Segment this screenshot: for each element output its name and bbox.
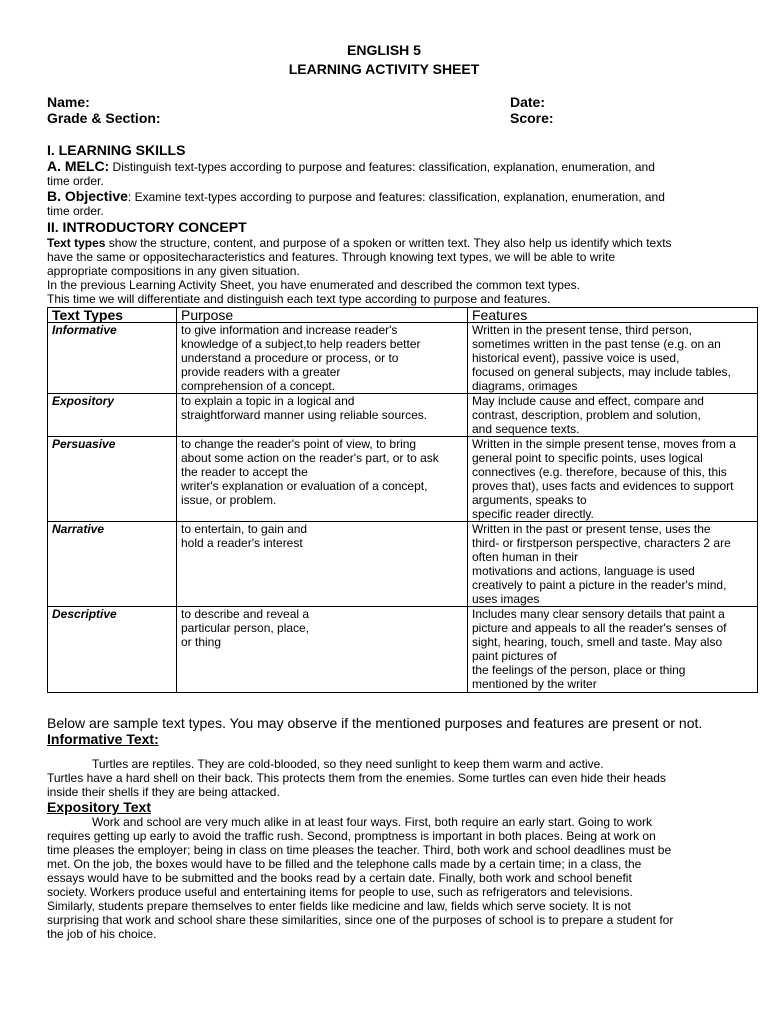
features-line: and sequence texts. — [472, 422, 580, 436]
purpose-line: to explain a topic in a logical and — [181, 394, 355, 408]
subject-title: ENGLISH 5 — [347, 42, 421, 58]
features-line: creatively to paint a picture in the reader's mind, — [472, 578, 727, 592]
purpose-cell — [177, 522, 468, 607]
intro-paragraph — [47, 236, 727, 306]
purpose-line: straightforward manner using reliable sources. — [181, 408, 428, 422]
melc-label: A. MELC: — [47, 158, 110, 174]
expository-line: time pleases the employer; being in class on time pleases the teacher. Third, both work and school deadlines must be — [47, 843, 672, 857]
purpose-line: particular person, place, — [181, 621, 310, 635]
table-row — [48, 394, 758, 437]
name-label: Name: — [47, 94, 90, 110]
features-line: picture and appeals to all the reader's senses of — [472, 621, 727, 635]
features-line: paint pictures of — [472, 649, 557, 663]
features-line: specific reader directly. — [472, 507, 594, 521]
table-header-row — [48, 308, 758, 323]
table-row — [48, 323, 758, 394]
expository-sample — [47, 815, 737, 941]
purpose-cell — [177, 323, 468, 394]
text-type-cell: Narrative — [48, 522, 177, 607]
features-line: sight, hearing, touch, smell and taste. May also — [472, 635, 723, 649]
features-line: contrast, description, problem and solution, — [472, 408, 701, 422]
table-row — [48, 437, 758, 522]
table-row — [48, 522, 758, 607]
intro-line-5: This time we will differentiate and distinguish each text type according to purpose and features. — [47, 292, 551, 306]
purpose-line: understand a procedure or process, or to — [181, 351, 399, 365]
features-line: Written in the simple present tense, moves from a — [472, 437, 736, 451]
features-line: often human in their — [472, 550, 579, 564]
expository-line: society. Workers produce useful and entertaining items for people to use, such as refrigerators and televisions. — [47, 885, 633, 899]
objective-text-line-1: : Examine text-types according to purpose and features: classification, explanation, enumeration, and — [127, 190, 665, 204]
melc-paragraph — [47, 159, 727, 188]
purpose-cell — [177, 394, 468, 437]
learning-skills-heading: I. LEARNING SKILLS — [47, 142, 186, 158]
objective-label: B. Objective — [47, 188, 128, 204]
purpose-line: about some action on the reader's part, or to ask — [181, 451, 439, 465]
purpose-line: to entertain, to gain and — [181, 522, 308, 536]
expository-line: requires getting up early to avoid the traffic rush. Second, promptness is important in both places. Being at work on — [47, 829, 656, 843]
grade-section-label: Grade & Section: — [47, 110, 161, 126]
informative-sample — [47, 757, 727, 799]
informative-line-3: inside their shells if they are being attacked. — [47, 785, 280, 799]
date-label: Date: — [510, 94, 546, 110]
features-line: connectives (e.g. therefore, because of this, this — [472, 465, 727, 479]
melc-text-line-1: Distinguish text-types according to purpose and features: classification, explanation, enumeration, and — [109, 160, 655, 174]
expository-line: surprising that work and school share these similarities, since one of the purposes of school is to prepare a student for — [47, 913, 674, 927]
features-line: the feelings of the person, place or thing — [472, 663, 686, 677]
features-line: general point to specific points, uses logical — [472, 451, 703, 465]
features-cell — [468, 522, 758, 607]
features-line: Includes many clear sensory details that paint a — [472, 607, 725, 621]
table-row — [48, 607, 758, 693]
expository-line: essays would have to be submitted and the books read by a certain date. Finally, both work and school benefit — [47, 871, 632, 885]
features-line: proves that), uses facts and evidences to support — [472, 479, 734, 493]
expository-line: the job of his choice. — [47, 927, 157, 941]
features-line: Written in the present tense, third person, — [472, 323, 692, 337]
features-line: mentioned by the writer — [472, 677, 597, 691]
features-line: motivations and actions, language is used — [472, 564, 695, 578]
header-text-types: Text Types — [48, 308, 177, 323]
features-line: arguments, speaks to — [472, 493, 587, 507]
purpose-line: issue, or problem. — [181, 493, 277, 507]
purpose-line: to give information and increase reader's — [181, 323, 398, 337]
objective-text-line-2: time order. — [47, 204, 104, 218]
purpose-line: to change the reader's point of view, to bring — [181, 437, 417, 451]
purpose-line: hold a reader's interest — [181, 536, 303, 550]
features-cell — [468, 607, 758, 693]
text-types-table — [47, 307, 758, 693]
purpose-line: provide readers with a greater — [181, 365, 341, 379]
purpose-cell — [177, 607, 468, 693]
informative-line-2: Turtles have a hard shell on their back. This protects them from the enemies. Some turtles can even hide their heads — [47, 771, 666, 785]
melc-text-line-2: time order. — [47, 174, 104, 188]
header-features: Features — [468, 308, 758, 323]
text-type-cell: Persuasive — [48, 437, 177, 522]
purpose-line: or thing — [181, 635, 222, 649]
text-type-cell: Expository — [48, 394, 177, 437]
purpose-cell — [177, 437, 468, 522]
features-cell — [468, 437, 758, 522]
objective-paragraph — [47, 189, 727, 218]
text-type-cell: Descriptive — [48, 607, 177, 693]
expository-line: met. On the job, the boxes would have to be filled and the telephone calls made by a certain time; in a class, the — [47, 857, 642, 871]
expository-line: Similarly, students prepare themselves to enter fields like medicine and law, fields which serve society. It is not — [47, 899, 631, 913]
sheet-title: LEARNING ACTIVITY SHEET — [288, 61, 480, 77]
informative-text-heading: Informative Text: — [47, 731, 159, 747]
text-types-keyword: Text types — [47, 236, 106, 250]
intro-line-4: In the previous Learning Activity Sheet, you have enumerated and described the common text types. — [47, 278, 580, 292]
purpose-line: knowledge of a subject,to help readers better — [181, 337, 421, 351]
purpose-line: the reader to accept the — [181, 465, 308, 479]
header-purpose: Purpose — [177, 308, 468, 323]
expository-text-heading: Expository Text — [47, 799, 151, 815]
intro-line-1: show the structure, content, and purpose of a spoken or written text. They also help us identify which texts — [105, 236, 672, 250]
features-line: diagrams, orimages — [472, 379, 578, 393]
introductory-concept-heading: II. INTRODUCTORY CONCEPT — [47, 219, 247, 235]
features-line: Written in the past or present tense, uses the — [472, 522, 711, 536]
features-line: historical event), passive voice is used, — [472, 351, 680, 365]
expository-line: Work and school are very much alike in at least four ways. First, both require an early start. Going to work — [92, 815, 653, 829]
samples-intro: Below are sample text types. You may observe if the mentioned purposes and features are present or not. — [47, 715, 703, 731]
features-line: third- or firstperson perspective, characters 2 are — [472, 536, 731, 550]
features-cell — [468, 323, 758, 394]
features-line: sometimes written in the past tense (e.g. on an — [472, 337, 721, 351]
features-line: focused on general subjects, may include tables, — [472, 365, 731, 379]
features-cell — [468, 394, 758, 437]
intro-line-3: appropriate compositions in any given situation. — [47, 264, 300, 278]
text-type-cell: Informative — [48, 323, 177, 394]
informative-line-1: Turtles are reptiles. They are cold-blooded, so they need sunlight to keep them warm and active. — [92, 757, 604, 771]
features-line: uses images — [472, 592, 540, 606]
score-label: Score: — [510, 110, 554, 126]
purpose-line: writer's explanation or evaluation of a concept, — [181, 479, 428, 493]
features-line: May include cause and effect, compare and — [472, 394, 704, 408]
intro-line-2: have the same or oppositecharacteristics and features. Through knowing text types, we will be able to write — [47, 250, 616, 264]
purpose-line: comprehension of a concept. — [181, 379, 336, 393]
purpose-line: to describe and reveal a — [181, 607, 310, 621]
